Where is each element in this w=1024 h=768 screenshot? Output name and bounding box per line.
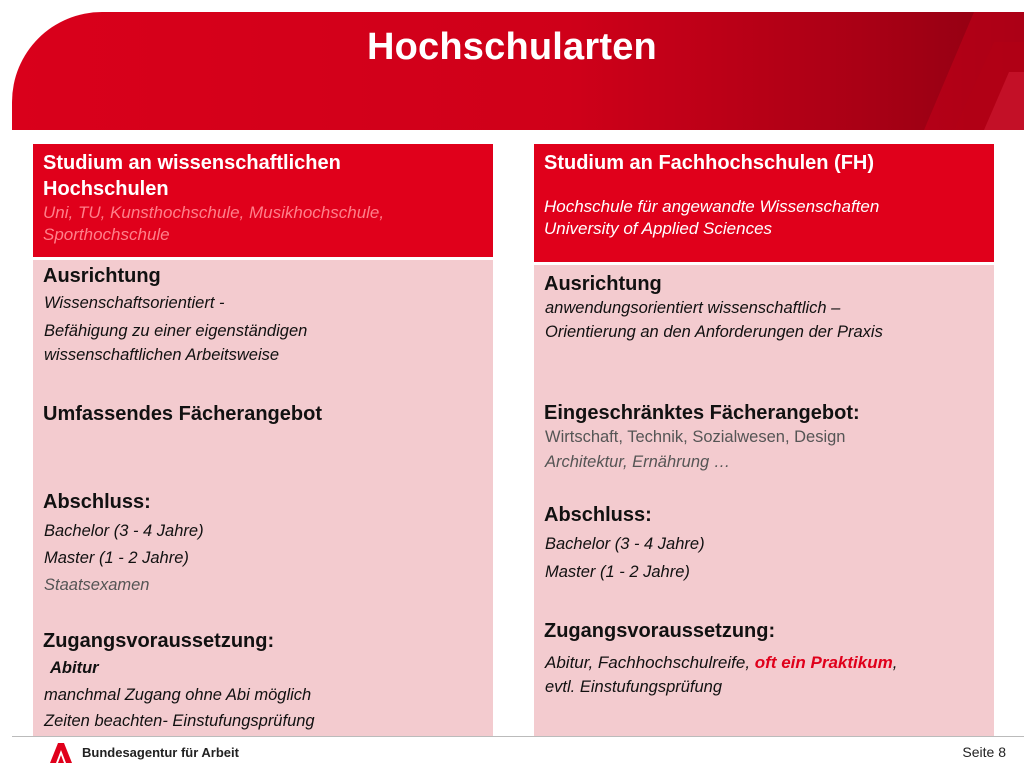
- left-ausrichtung-line3: wissenschaftlichen Arbeitsweise: [44, 346, 280, 364]
- right-zugang-label: Zugangsvoraussetzung:: [544, 620, 776, 642]
- right-zugang-1a: Abitur, Fachhochschulreife,: [545, 653, 755, 672]
- left-heading-line1: Studium an wissenschaftlichen: [43, 152, 341, 174]
- left-zugang-2: manchmal Zugang ohne Abi möglich: [44, 686, 312, 704]
- footer-organization: Bundesagentur für Arbeit: [82, 745, 239, 760]
- right-faecher-line2: Architektur, Ernährung …: [545, 453, 731, 471]
- right-zugang-highlight: oft ein Praktikum: [754, 653, 893, 672]
- right-ausrichtung-label: Ausrichtung: [544, 273, 662, 295]
- right-column-header: [534, 144, 994, 262]
- left-ausrichtung-line1: Wissenschaftsorientiert -: [44, 294, 225, 312]
- right-abschluss-label: Abschluss:: [544, 504, 652, 526]
- right-subtitle-line2: University of Applied Sciences: [544, 219, 773, 238]
- left-column-header: [33, 144, 493, 257]
- left-abschluss-label: Abschluss:: [43, 491, 151, 513]
- left-zugang-3: Zeiten beachten- Einstufungsprüfung: [44, 712, 315, 730]
- right-zugang-line1: [545, 653, 897, 673]
- left-ausrichtung-label: Ausrichtung: [43, 265, 161, 287]
- right-abschluss-1: Bachelor (3 - 4 Jahre): [545, 535, 705, 553]
- left-zugang-1: Abitur: [50, 659, 99, 677]
- left-subtitle-line2: Sporthochschule: [43, 225, 170, 244]
- ba-logo-icon: [48, 741, 74, 765]
- right-faecher-label: Eingeschränktes Fächerangebot:: [544, 402, 860, 424]
- right-abschluss-2: Master (1 - 2 Jahre): [545, 563, 690, 581]
- left-abschluss-3: Staatsexamen: [44, 576, 150, 594]
- left-abschluss-2: Master (1 - 2 Jahre): [44, 549, 189, 567]
- left-abschluss-1: Bachelor (3 - 4 Jahre): [44, 522, 204, 540]
- right-subtitle-line1: Hochschule für angewandte Wissenschaften: [544, 197, 880, 216]
- right-zugang-1c: ,: [892, 653, 898, 672]
- right-zugang-2: evtl. Einstufungsprüfung: [545, 678, 723, 696]
- right-faecher-line1: Wirtschaft, Technik, Sozialwesen, Design: [545, 428, 846, 446]
- right-heading: Studium an Fachhochschulen (FH): [544, 152, 875, 174]
- left-faecher-label: Umfassendes Fächerangebot: [43, 403, 322, 425]
- right-ausrichtung-line1: anwendungsorientiert wissenschaftlich –: [545, 299, 841, 317]
- left-heading-line2: Hochschulen: [43, 178, 169, 200]
- page-number: Seite 8: [962, 744, 1006, 760]
- left-ausrichtung-line2: Befähigung zu einer eigenständigen: [44, 322, 308, 340]
- page-title: Hochschularten: [367, 26, 657, 68]
- left-subtitle-line1: Uni, TU, Kunsthochschule, Musikhochschule,: [43, 203, 385, 222]
- left-zugang-label: Zugangsvoraussetzung:: [43, 630, 275, 652]
- footer-divider: [12, 736, 1024, 737]
- right-ausrichtung-line2: Orientierung an den Anforderungen der Praxis: [545, 323, 883, 341]
